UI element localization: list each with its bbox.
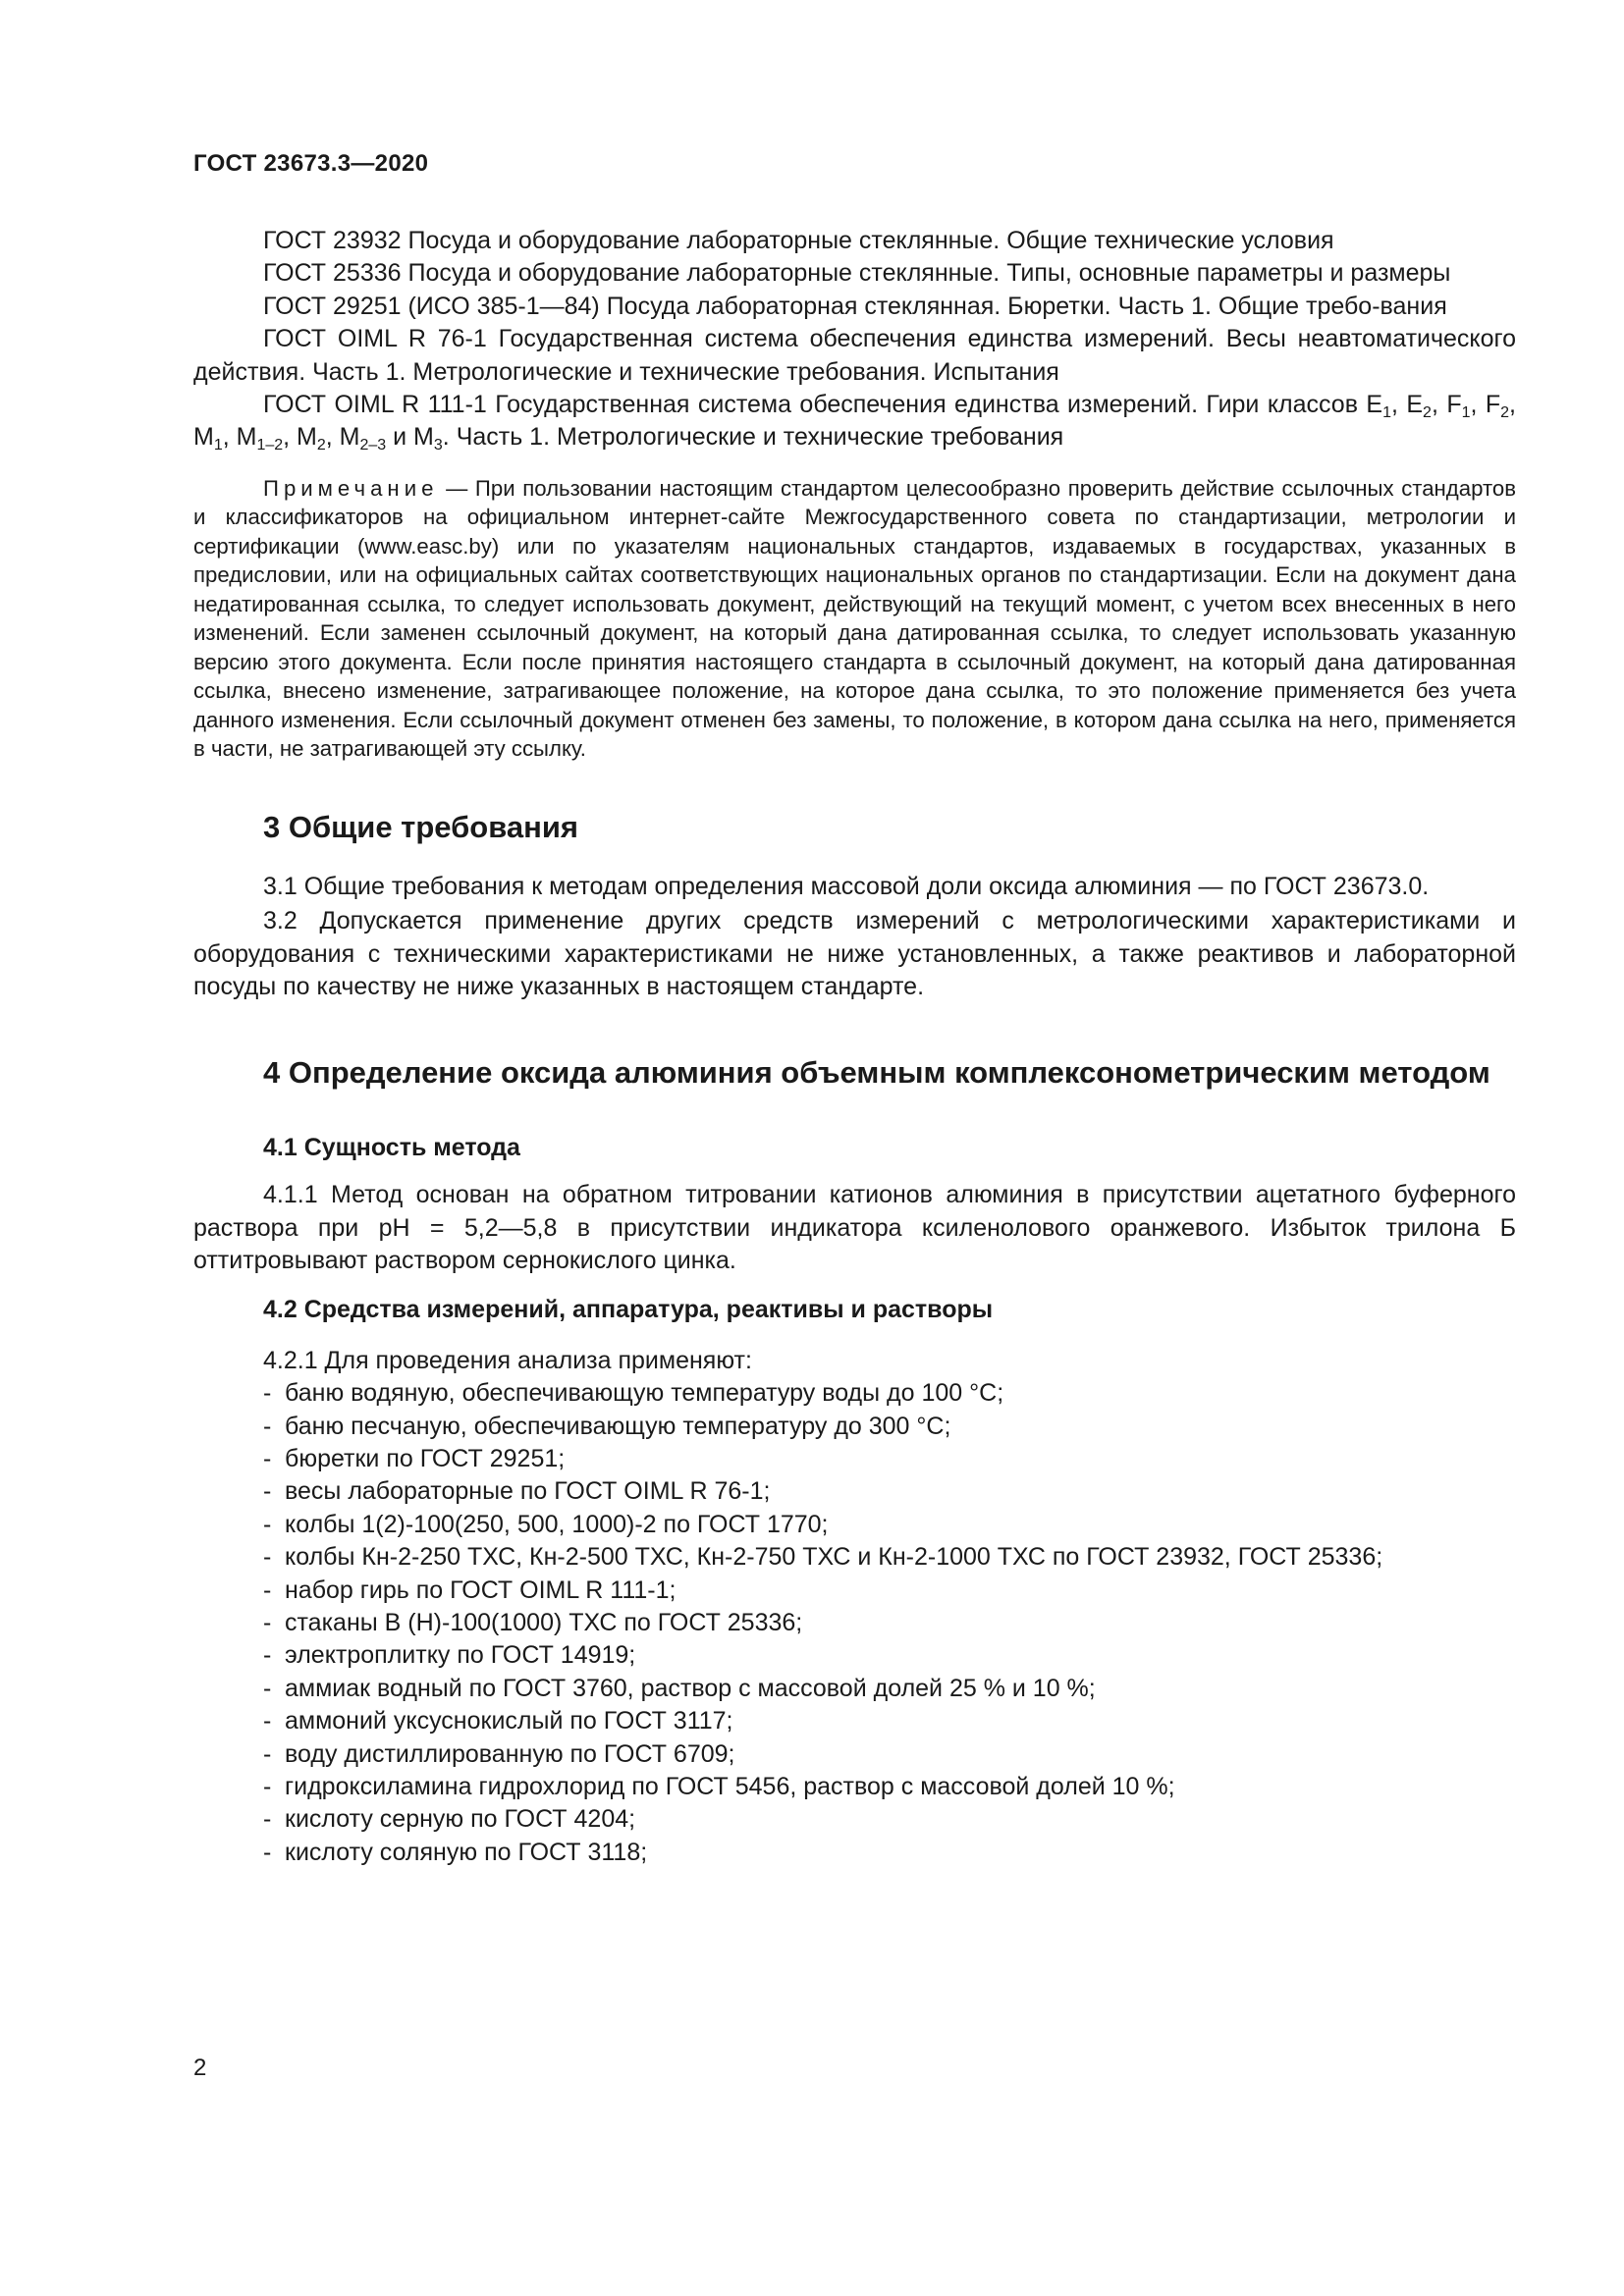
page-number: 2	[193, 2055, 207, 2081]
subscript: 2	[316, 437, 326, 454]
list-dash: -	[263, 1674, 272, 1702]
paragraph-3-2: 3.2 Допускается применение других средств измерений с метрологическими характеристиками и оборудования с техническими характеристиками не ниже установленных, а также реактивов и лабораторной посуды по качеству не ниже указанных в настоящем стандарте.	[193, 907, 1516, 1001]
list-item	[193, 1541, 1516, 1574]
list-dash: -	[263, 1838, 272, 1866]
list-dash: -	[263, 1772, 272, 1800]
list-dash: -	[263, 1641, 272, 1670]
list-item-text: электроплитку по ГОСТ 14919;	[285, 1641, 636, 1670]
subscript: 1	[213, 437, 223, 454]
list-item	[193, 1607, 1516, 1639]
list-dash: -	[263, 1575, 272, 1604]
subscript: 2–3	[359, 437, 387, 454]
reference-title-part: и M	[386, 423, 434, 452]
subscript: 1	[1382, 404, 1391, 422]
list-item-text: баню водяную, обеспечивающую температуру воды до 100 °С;	[285, 1379, 1004, 1408]
subscript: 3	[433, 437, 443, 454]
list-item-text: колбы 1(2)-100(250, 500, 1000)-2 по ГОСТ 1770;	[285, 1510, 829, 1538]
section-3-heading: 3 Общие требования	[263, 809, 578, 844]
note-dash: —	[438, 475, 475, 501]
reference-item	[193, 389, 1516, 454]
document-code-header: ГОСТ 23673.3—2020	[193, 150, 429, 177]
reference-title-part: , F	[1431, 391, 1462, 419]
paragraph-3-1: 3.1 Общие требования к методам определения массовой доли оксида алюминия — по ГОСТ 23673.0.	[263, 872, 1430, 900]
list-dash: -	[263, 1608, 272, 1636]
list-item	[193, 1771, 1516, 1803]
list-item	[193, 1411, 1516, 1443]
subsection-4-1-heading: 4.1 Сущность метода	[263, 1134, 520, 1162]
reference-title: Посуда лабораторная стеклянная. Бюретки. Часть 1. Общие требо-вания	[606, 292, 1447, 320]
reference-item	[193, 257, 1516, 290]
reference-title-part: , M	[283, 423, 317, 452]
list-item-text: гидроксиламина гидрохлорид по ГОСТ 5456, раствор с массовой долей 10 %;	[285, 1772, 1175, 1800]
list-item-text: кислоту соляную по ГОСТ 3118;	[285, 1838, 648, 1866]
list-dash: -	[263, 1510, 272, 1538]
list-item-text: набор гирь по ГОСТ OIML R 111-1;	[285, 1575, 677, 1604]
list-item	[193, 1443, 1516, 1475]
note-label: Примечание	[263, 475, 439, 501]
list-dash: -	[263, 1379, 272, 1408]
reference-item	[193, 225, 1516, 257]
list-item-text: аммоний уксуснокислый по ГОСТ 3117;	[285, 1707, 733, 1735]
equipment-list	[193, 1377, 1516, 1869]
paragraph-4-1-1: 4.1.1 Метод основан на обратном титровании катионов алюминия в присутствии ацетатного буферного раствора при pH = 5,2—5,8 в присутствии индикатора ксиленолового оранжевого. Избыток трилона Б оттитровывают раствором сернокислого цинка.	[193, 1181, 1516, 1275]
reference-code: ГОСТ OIML R 111-1	[263, 391, 487, 419]
paragraph-4-2-1: 4.2.1 Для проведения анализа применяют:	[263, 1346, 752, 1374]
list-dash: -	[263, 1805, 272, 1834]
list-item-text: воду дистиллированную по ГОСТ 6709;	[285, 1739, 735, 1768]
list-dash: -	[263, 1739, 272, 1768]
reference-code: ГОСТ 29251 (ИСО 385-1—84)	[263, 292, 600, 320]
list-item-text: бюретки по ГОСТ 29251;	[285, 1444, 566, 1472]
reference-title-part: , M	[193, 391, 1516, 452]
reference-title-part: , M	[222, 423, 257, 452]
list-dash: -	[263, 1444, 272, 1472]
note-block	[193, 474, 1516, 764]
reference-item	[193, 291, 1516, 323]
list-item-text: аммиак водный по ГОСТ 3760, раствор с массовой долей 25 % и 10 %;	[285, 1674, 1096, 1702]
list-item	[193, 1738, 1516, 1771]
list-item	[193, 1673, 1516, 1705]
section-4-heading: 4 Определение оксида алюминия объемным комплексонометрическим методом	[263, 1055, 1490, 1091]
reference-title: Посуда и оборудование лабораторные стеклянные. Общие технические условия	[407, 227, 1334, 254]
reference-title: Государственная система обеспечения единства измерений. Гири классов E	[495, 391, 1383, 419]
reference-title-part: , M	[325, 423, 360, 452]
reference-item	[193, 323, 1516, 389]
list-item	[193, 1837, 1516, 1869]
subscript: 1–2	[256, 437, 284, 454]
reference-title: Посуда и оборудование лабораторные стеклянные. Типы, основные параметры и размеры	[407, 259, 1451, 288]
list-item	[193, 1377, 1516, 1410]
reference-title-part: , E	[1391, 391, 1424, 419]
subsection-4-2-heading: 4.2 Средства измерений, аппаратура, реактивы и растворы	[263, 1295, 994, 1323]
document-body	[193, 225, 1516, 1869]
reference-code: ГОСТ 25336	[263, 259, 402, 288]
reference-title-part: . Часть 1. Метрологические и технические требования	[442, 423, 1064, 452]
list-item-text: колбы Кн-2-250 ТХС, Кн-2-500 ТХС, Кн-2-750 ТХС и Кн-2-1000 ТХС по ГОСТ 23932, ГОСТ 25336;	[285, 1543, 1383, 1572]
list-item	[193, 1509, 1516, 1541]
reference-code: ГОСТ 23932	[263, 227, 402, 254]
list-item-text: кислоту серную по ГОСТ 4204;	[285, 1805, 636, 1834]
list-item	[193, 1803, 1516, 1836]
list-item	[193, 1639, 1516, 1672]
subscript: 2	[1500, 404, 1510, 422]
reference-title-part: , F	[1470, 391, 1501, 419]
note-text: При пользовании настоящим стандартом целесообразно проверить действие ссылочных стандартов и классификаторов на официальном интернет-сайте Межгосударственного совета по стандартизации, метрологии и сертификации (www.easc.by) или по указателям национальных стандартов, издаваемых в государствах, указанных в предисловии, или на официальных сайтах соответствующих национальных органов по стандартизации. Если на документ дана недатированная ссылка, то следует использовать документ, действующий на текущий момент, с учетом всех внесенных в него изменений. Если заменен ссылочный документ, на который дана датированная ссылка, то следует использовать указанную версию этого документа. Если после принятия настоящего стандарта в ссылочный документ, на который дана датированная ссылка, внесено изменение, затрагивающее положение, на которое дана ссылка, то это положение применяется без учета данного изменения. Если ссылочный документ отменен без замены, то положение, в котором дана ссылка на него, применяется в части, не затрагивающей эту ссылку.	[193, 475, 1516, 762]
list-item-text: стаканы В (Н)-100(1000) ТХС по ГОСТ 25336;	[285, 1608, 803, 1636]
subscript: 2	[1423, 404, 1432, 422]
list-dash: -	[263, 1707, 272, 1735]
reference-code: ГОСТ OIML R 76-1	[263, 325, 487, 353]
list-item	[193, 1705, 1516, 1737]
list-item-text: баню песчаную, обеспечивающую температуру до 300 °С;	[285, 1412, 951, 1440]
subscript: 1	[1461, 404, 1471, 422]
list-dash: -	[263, 1477, 272, 1506]
list-dash: -	[263, 1412, 272, 1440]
list-item	[193, 1575, 1516, 1607]
list-dash: -	[263, 1543, 272, 1572]
list-item-text: весы лабораторные по ГОСТ OIML R 76-1;	[285, 1477, 771, 1506]
reference-title: Государственная система обеспечения единства измерений. Весы неавтоматического действия. Часть 1. Метрологические и технические требования. Испытания	[193, 325, 1517, 386]
list-item	[193, 1475, 1516, 1508]
